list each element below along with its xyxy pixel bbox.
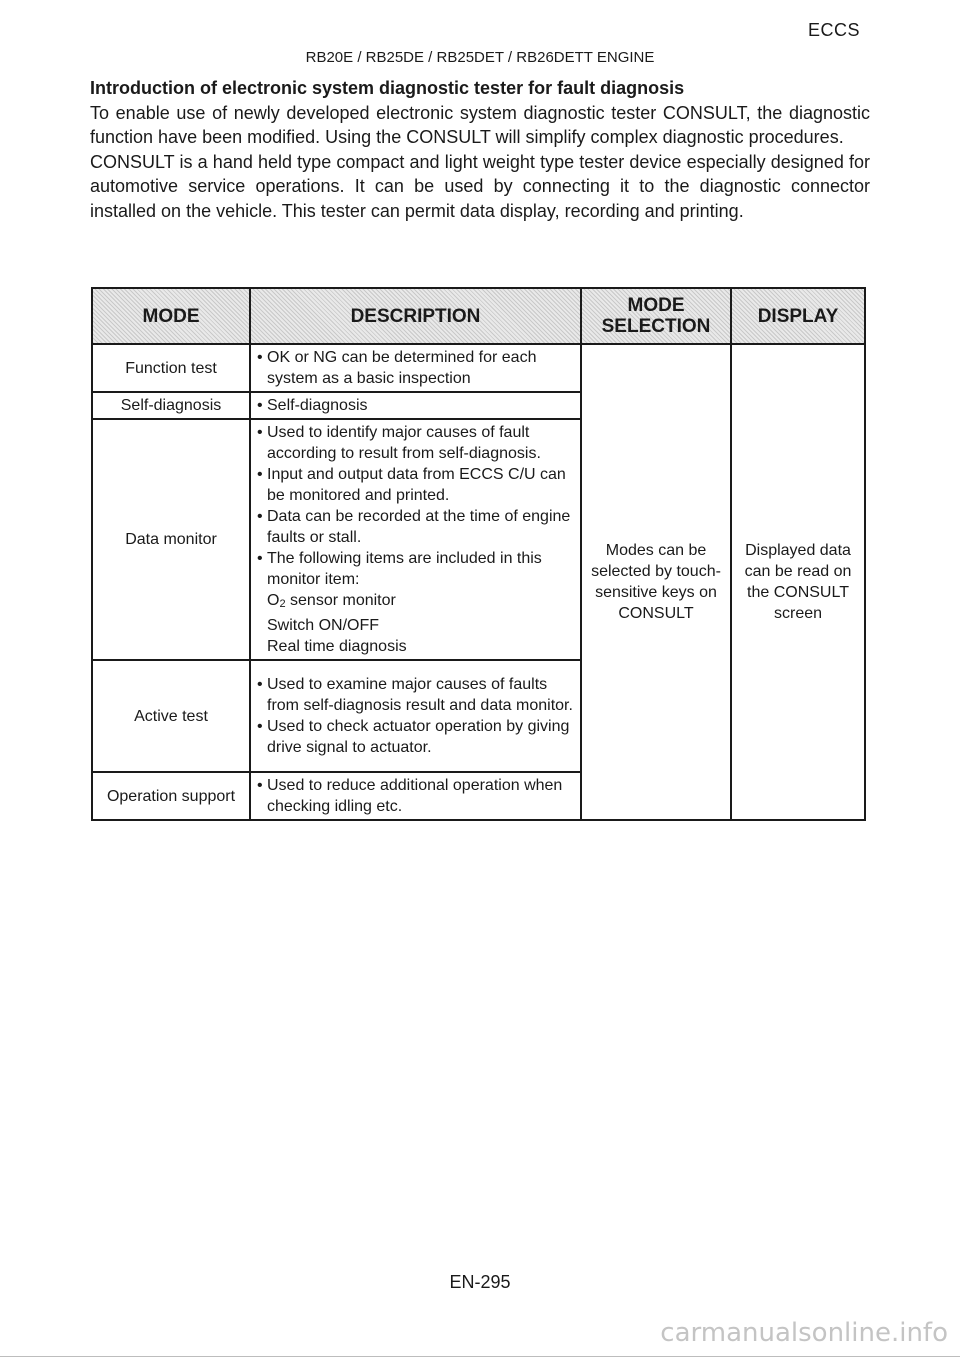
description-bullet: • The following items are included in this monitor item:	[257, 548, 574, 590]
mode-data-monitor: Data monitor	[92, 419, 250, 660]
watermark: carmanualsonline.info	[660, 1318, 948, 1348]
mode-function-test: Function test	[92, 344, 250, 392]
mode-active-test: Active test	[92, 660, 250, 772]
description-bullet: • OK or NG can be determined for each system as a basic inspection	[257, 347, 574, 389]
consult-mode-table	[91, 287, 866, 821]
description-cell	[250, 344, 581, 392]
monitor-item-realtime: Real time diagnosis	[267, 638, 407, 655]
engine-header: RB20E / RB25DE / RB25DET / RB26DETT ENGINE	[305, 49, 655, 66]
description-bullet: • Input and output data from ECCS C/U can be monitored and printed.	[257, 464, 574, 506]
description-bullet: • Used to identify major causes of fault according to result from self-diagnosis.	[257, 422, 574, 464]
description-bullet: • Data can be recorded at the time of engine faults or stall.	[257, 506, 574, 548]
table-header-row	[92, 288, 865, 344]
intro-heading: Introduction of electronic system diagnostic tester for fault diagnosis	[90, 78, 685, 98]
o2-prefix: O	[267, 592, 280, 609]
description-bullet: • Used to examine major causes of faults from self-diagnosis result and data monitor.	[257, 674, 574, 716]
mode-self-diagnosis: Self-diagnosis	[92, 392, 250, 419]
description-cell	[250, 419, 581, 660]
intro-paragraph-1: To enable use of newly developed electronic system diagnostic tester CONSULT, the diagnostic function have been modified. Using the CONSULT will simplify complex diagnostic procedures.	[90, 102, 870, 147]
description-cell	[250, 660, 581, 772]
header-mode-selection: MODE SELECTION	[581, 288, 731, 344]
description-cell	[250, 772, 581, 820]
description-cell	[250, 392, 581, 419]
o2-subscript: 2	[279, 598, 286, 610]
mode-selection-cell: Modes can be selected by touch-sensitive keys on CONSULT	[581, 344, 731, 820]
description-bullet: • Used to check actuator operation by giving drive signal to actuator.	[257, 716, 574, 758]
bottom-rule	[0, 1356, 960, 1357]
table-row	[92, 344, 865, 392]
header-display: DISPLAY	[731, 288, 865, 344]
section-label: ECCS	[808, 20, 861, 40]
o2-suffix: sensor monitor	[285, 592, 396, 609]
display-cell: Displayed data can be read on the CONSULT screen	[731, 344, 865, 820]
intro-paragraph-2: CONSULT is a hand held type compact and light weight type tester device especially designed for automotive service operations. It can be used by connecting it to the diagnostic connector installed on the vehicle. This tester can permit data display, recording and printing.	[90, 151, 870, 221]
header-mode: MODE	[92, 288, 250, 344]
intro-section	[90, 76, 870, 223]
description-bullet: • Used to reduce additional operation when checking idling etc.	[257, 775, 574, 817]
header-description: DESCRIPTION	[250, 288, 581, 344]
description-bullet: • Self-diagnosis	[257, 395, 574, 416]
page-number: EN-295	[449, 1272, 511, 1292]
mode-operation-support: Operation support	[92, 772, 250, 820]
monitor-item-o2-sensor	[257, 590, 574, 615]
monitor-item-switch: Switch ON/OFF	[267, 617, 380, 634]
